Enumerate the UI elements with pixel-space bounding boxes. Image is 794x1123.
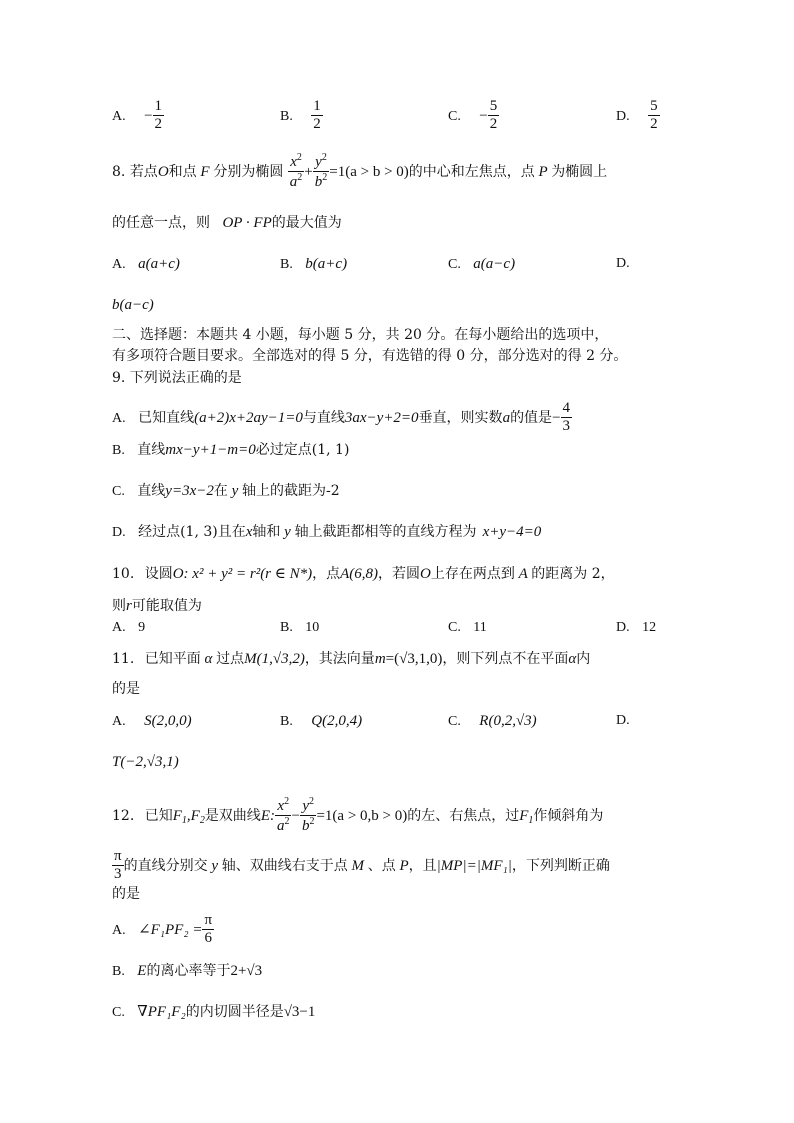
var-o: O — [420, 566, 431, 582]
focus-f1: $F_1$ — [519, 807, 534, 826]
q9-option-d[interactable] — [112, 523, 541, 542]
text: 上存在两点到 — [430, 566, 515, 582]
option-label: A. — [112, 620, 126, 635]
text: 经过点(1, 3)且在 — [138, 524, 246, 540]
text: ，点 — [312, 566, 341, 582]
var-a: A — [514, 566, 532, 582]
option-sign: − — [479, 107, 488, 124]
text: ，下列判断正确 — [511, 857, 610, 874]
option-value: T(−2,√3,1) — [112, 754, 179, 770]
var-y: y — [207, 857, 222, 874]
q9-stem: 9. 下列说法正确的是 — [112, 370, 242, 386]
question-number: 11. — [112, 651, 135, 667]
answer-fraction: $\frac{\pi}{6}$ — [204, 912, 213, 947]
q8-stem-line2 — [112, 214, 342, 232]
text: ，且 — [408, 857, 437, 874]
foci: $F_1,F_2$ — [172, 807, 205, 826]
var-o: O — [157, 163, 169, 180]
text: 分别为椭圆 — [213, 163, 284, 180]
circle-equation: O: x² + y² = r² — [172, 566, 261, 582]
question-number: 10. — [112, 566, 135, 582]
q9-option-b[interactable] — [112, 441, 349, 460]
option-label: D. — [616, 620, 630, 635]
question-number: 8. — [112, 163, 126, 180]
q8-option-d-label[interactable] — [616, 255, 630, 273]
option-label: C. — [448, 108, 461, 124]
triangle: ∇PF₁F₂ — [137, 1004, 186, 1020]
text: 轴上截距都相等的直线方程为 — [294, 524, 477, 540]
var-alpha: α — [568, 651, 577, 667]
var-r: r — [126, 598, 132, 614]
option-value: a(a−c) — [473, 256, 516, 272]
text: 的直线分别交 — [123, 857, 208, 874]
section2-line1: 二、选择题：本题共 4 小题，每小题 5 分，共 20 分。在每小题给出的选项中， — [112, 327, 609, 343]
q12-stem-line1: 12. 已知$F_1,F_2$是双曲线E: $\frac{x^2}{a^2}$ − $\frac{y^2}{b^2}$ =1(a > 0,b > 0)的左、右焦点，过$F_1$作倾斜角为 — [112, 796, 604, 835]
text: 的左、右焦点，过 — [407, 807, 520, 824]
normal-vector: m — [374, 651, 386, 667]
q11-stem-line1 — [112, 650, 590, 668]
var-a: a — [502, 409, 511, 426]
option-label: C. — [448, 620, 461, 635]
q8-option-c[interactable] — [448, 255, 515, 274]
point-a: A(6,8) — [340, 566, 379, 582]
distance-equation: |MP|=|MF₁| — [436, 857, 512, 874]
q9-option-a[interactable]: A. 已知直线(a+2)x+2ay−1=0与直线3ax−y+2=0垂直，则实数a的值是− $\frac{4}{3}$ — [112, 400, 571, 435]
text: 的离心率等于 — [146, 963, 231, 979]
option-label: D. — [616, 108, 630, 124]
q7-option-a[interactable] — [112, 98, 164, 134]
text: 过点 — [216, 651, 245, 667]
q10-option-a[interactable] — [112, 619, 145, 637]
angle-fraction: $\frac{\pi}{3}$ — [114, 848, 122, 883]
option-fraction: $\frac{1}{2}$ — [154, 98, 163, 133]
text: 轴上的截距为 — [242, 483, 327, 499]
var-p: P — [534, 163, 552, 180]
text: ，其法向量 — [304, 651, 375, 667]
option-value: a(a+c) — [138, 256, 180, 272]
hyperbola-rhs: =1(a > 0,b > 0) — [316, 807, 408, 824]
option-label: B. — [280, 257, 293, 272]
option-value: R(0,2,√3) — [479, 713, 537, 729]
section2-line2: 有多项符合题目要求。全部选对的得 5 分，有选错的得 0 分，部分选对的得 2 分。 — [112, 348, 628, 364]
q8-option-b[interactable] — [280, 255, 347, 274]
var-m: M — [347, 857, 368, 874]
q7-option-c[interactable] — [448, 98, 499, 134]
q11-stem-line2: 的是 — [112, 681, 140, 697]
option-label: C. — [112, 1005, 125, 1020]
q10-option-d[interactable] — [616, 619, 656, 637]
var-p: P — [395, 857, 409, 874]
q12-option-c[interactable] — [112, 1003, 315, 1022]
text: 设圆 — [144, 566, 173, 582]
option-value: 10 — [305, 620, 320, 635]
q8-option-d-value[interactable] — [112, 296, 154, 314]
text: 已知 — [144, 807, 173, 824]
ellipse-x-term: $\frac{x^2}{a^2}$ — [289, 152, 303, 191]
q11-option-b[interactable] — [280, 712, 362, 731]
option-label: B. — [112, 964, 125, 979]
q7-option-b[interactable] — [280, 98, 323, 134]
option-sign: − — [144, 107, 153, 124]
hyperbola-name: E: — [260, 807, 275, 824]
var-e: E — [137, 963, 147, 979]
option-label: B. — [112, 443, 125, 458]
option-fraction: $\frac{5}{2}$ — [489, 98, 498, 133]
option-fraction: $\frac{5}{2}$ — [650, 98, 658, 133]
option-value: 9 — [138, 620, 146, 635]
q11-option-a[interactable] — [112, 712, 192, 731]
option-label: D. — [112, 525, 126, 540]
option-label: C. — [448, 257, 461, 272]
text: 、点 — [367, 857, 396, 874]
question-number: 12. — [112, 807, 135, 824]
text: ，则下列点不在平面 — [442, 651, 569, 667]
option-value: Q(2,0,4) — [311, 713, 363, 729]
q11-option-c[interactable] — [448, 712, 537, 731]
text: 可能取值为 — [131, 598, 202, 614]
q11-option-d-label[interactable] — [616, 712, 630, 730]
q7-option-d[interactable] — [616, 98, 660, 134]
option-value: 12 — [642, 620, 657, 635]
text: ，若圆 — [378, 566, 421, 582]
circle-condition: (r ∈ N*) — [260, 566, 313, 582]
text: 和点 — [168, 163, 197, 180]
q10-stem-line1 — [112, 565, 615, 583]
option-label: A. — [112, 922, 126, 938]
text: 直线 — [137, 442, 166, 458]
text: 垂直，则实数 — [418, 409, 503, 426]
q8-option-a[interactable] — [112, 255, 180, 274]
text: 的中心和左焦点，点 — [408, 163, 535, 180]
option-fraction: $\frac{1}{2}$ — [313, 98, 321, 133]
var-x: x — [245, 524, 253, 540]
text: 为椭圆上 — [551, 163, 608, 180]
ellipse-y-term: $\frac{y^2}{b^2}$ — [314, 152, 328, 191]
option-value: b(a+c) — [305, 256, 348, 272]
text: 已知平面 — [144, 651, 201, 667]
text: 的值是 — [510, 409, 553, 426]
q8-stem-line1: 8. 若点O和点 F 分别为椭圆 $\frac{x^2}{a^2}$ + $\frac{y^2}{b^2}$ =1(a > b > 0)的中心和左焦点，点 P 为椭圆上 — [112, 152, 608, 191]
q10-option-c[interactable] — [448, 619, 487, 637]
option-label: A. — [112, 410, 126, 426]
q12-option-b[interactable] — [112, 962, 262, 981]
option-value: 11 — [473, 620, 487, 635]
option-label: B. — [280, 714, 293, 729]
option-value: √3−1 — [283, 1004, 316, 1020]
option-label: B. — [280, 108, 293, 124]
option-label: B. — [280, 620, 293, 635]
equation: y=3x−2 — [165, 483, 214, 499]
option-label: D. — [616, 256, 630, 271]
q12-stem-line2 — [112, 848, 610, 884]
text: 的最大值为 — [271, 215, 342, 231]
equation: x+y−4=0 — [482, 524, 542, 540]
option-value: b(a−c) — [112, 297, 154, 313]
option-label: C. — [448, 714, 461, 729]
answer-fraction: $\frac{4}{3}$ — [562, 400, 571, 435]
q10-option-b[interactable] — [280, 619, 319, 637]
text: 在 — [213, 483, 228, 499]
equation: mx−y+1−m=0 — [165, 442, 256, 458]
equation: (a+2)x+2ay−1=0 — [194, 409, 303, 426]
q11-option-d-value[interactable] — [112, 753, 179, 771]
angle-equation: ∠F₁PF₂ = — [138, 921, 203, 938]
text: 已知直线 — [138, 409, 195, 426]
option-value: S(2,0,0) — [144, 713, 192, 729]
text: 轴、双曲线右支于点 — [221, 857, 348, 874]
text: 轴和 — [252, 524, 281, 540]
option-value: 2+√3 — [230, 963, 263, 979]
ellipse-rhs: =1(a > b > 0) — [329, 163, 409, 180]
text: -2 — [326, 483, 340, 499]
var-y: y — [227, 483, 243, 499]
q9-option-c[interactable] — [112, 482, 340, 501]
normal-vector-value: =(√3,1,0) — [385, 651, 443, 667]
text: 内 — [576, 651, 591, 667]
text: 的任意一点，则 — [112, 215, 210, 231]
text: 直线 — [137, 483, 166, 499]
text: 则 — [112, 598, 126, 614]
text: 是双曲线 — [204, 807, 261, 824]
text: 与直线 — [302, 409, 345, 426]
text: 作倾斜角为 — [533, 807, 604, 824]
text: 必过定点(1, 1) — [255, 442, 350, 458]
option-label: A. — [112, 257, 126, 272]
option-label: A. — [112, 108, 126, 124]
var-alpha: α — [200, 651, 217, 667]
option-label: A. — [112, 714, 126, 729]
q12-stem-line3: 的是 — [112, 886, 140, 902]
text: 的内切圆半径是 — [185, 1004, 284, 1020]
point-m: M(1,√3,2) — [244, 651, 305, 667]
var-f: F — [196, 163, 214, 180]
q12-option-a[interactable] — [112, 912, 214, 948]
q10-stem-line2 — [112, 597, 202, 615]
hyperbola-y-term: $\frac{y^2}{b^2}$ — [301, 796, 315, 835]
text: 的距离为 2， — [531, 566, 615, 582]
hyperbola-x-term: $\frac{x^2}{a^2}$ — [276, 796, 290, 835]
text: 若点 — [129, 163, 158, 180]
equation: 3ax−y+2=0 — [344, 409, 419, 426]
option-label: D. — [616, 713, 630, 728]
vector-op-fp: OP · FP — [222, 215, 272, 231]
option-label: C. — [112, 484, 125, 499]
var-y: y — [280, 524, 295, 540]
